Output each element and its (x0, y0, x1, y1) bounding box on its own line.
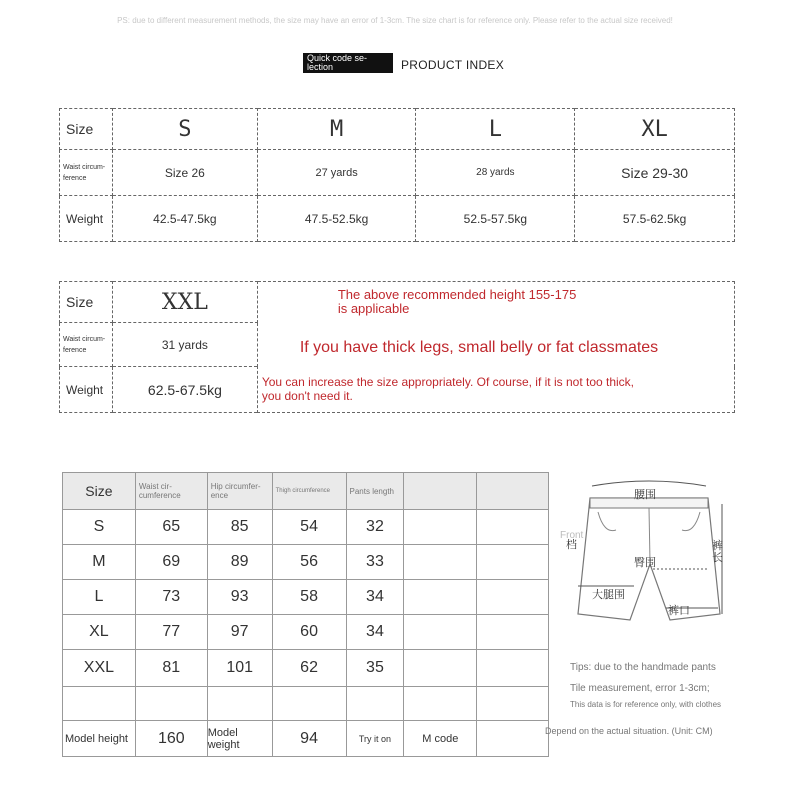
header-thigh: Thigh circumference (272, 473, 346, 510)
hem-diagram-label: 裤口 (668, 605, 690, 617)
header-empty-2 (477, 473, 549, 510)
weight-l: 52.5-57.5kg (416, 196, 575, 242)
row-length: 34 (346, 615, 404, 650)
row-size: L (63, 580, 136, 615)
tips-line-4: Depend on the actual situation. (Unit: CM) (545, 726, 713, 736)
row-waist: 73 (135, 580, 207, 615)
row-waist: 81 (135, 650, 207, 687)
row-size: XXL (63, 650, 136, 687)
waist-diagram-label: 腰围 (634, 489, 656, 501)
product-index-title: PRODUCT INDEX (401, 58, 505, 72)
weight-m: 47.5-52.5kg (257, 196, 416, 242)
model-weight-label: Model weight (207, 721, 272, 757)
size-s: S (112, 109, 257, 150)
waist-m: 27 yards (257, 150, 416, 196)
row-waist: 65 (135, 510, 207, 545)
size-label: Size (60, 282, 113, 323)
row-size: XL (63, 615, 136, 650)
tips-line-2: Tile measurement, error 1-3cm; (570, 683, 710, 694)
weight-label: Weight (60, 367, 113, 413)
empty-cell (272, 687, 346, 721)
model-height-value: 160 (135, 721, 207, 757)
thick-legs-text: If you have thick legs, small belly or fat classmates (299, 339, 659, 356)
model-height-label: Model height (63, 721, 136, 757)
row-hip: 85 (207, 510, 272, 545)
row-hip: 93 (207, 580, 272, 615)
waist-xl: Size 29-30 (575, 150, 735, 196)
row-thigh: 58 (272, 580, 346, 615)
recommended-height-line2: is applicable (337, 301, 410, 316)
empty-cell (63, 687, 136, 721)
tips-line-1: Tips: due to the handmade pants (570, 662, 716, 673)
length-diagram-label-1: 裤 (712, 540, 723, 552)
header-empty-1 (404, 473, 477, 510)
row-length: 33 (346, 545, 404, 580)
waist-xxl: 31 yards (112, 323, 257, 367)
empty-cell (404, 615, 477, 650)
waist-s: Size 26 (112, 150, 257, 196)
row-hip: 89 (207, 545, 272, 580)
row-thigh: 62 (272, 650, 346, 687)
tips-line-3: This data is for reference only, with clothes (570, 700, 722, 709)
recommended-height-line1: The above recommended height 155-175 (337, 287, 577, 302)
waist-l: 28 yards (416, 150, 575, 196)
empty-cell (404, 687, 477, 721)
header-size: Size (63, 473, 136, 510)
table-row (63, 510, 549, 545)
row-thigh: 60 (272, 615, 346, 650)
empty-cell (404, 545, 477, 580)
weight-label: Weight (60, 196, 113, 242)
empty-cell (477, 687, 549, 721)
row-hip: 97 (207, 615, 272, 650)
waist-label: Waist circum- ference (60, 150, 113, 196)
length-diagram-label-2: 长 (712, 552, 723, 564)
table-row (63, 650, 549, 687)
weight-s: 42.5-47.5kg (112, 196, 257, 242)
empty-cell (135, 687, 207, 721)
row-thigh: 54 (272, 510, 346, 545)
header-waist: Waist cir- cumference (135, 473, 207, 510)
size-m: M (257, 109, 416, 150)
try-on-label: Try it on (346, 721, 404, 757)
row-waist: 77 (135, 615, 207, 650)
size-xxl: XXL (112, 282, 257, 323)
increase-size-line2: you don't need it. (261, 389, 353, 403)
empty-cell (477, 510, 549, 545)
increase-size-line1: You can increase the size appropriately. Of course, if it is not too thick, (261, 375, 635, 389)
empty-cell (404, 580, 477, 615)
weight-xxl: 62.5-67.5kg (112, 367, 257, 413)
size-l: L (416, 109, 575, 150)
empty-cell (477, 545, 549, 580)
shorts-diagram (558, 474, 738, 634)
empty-cell (477, 580, 549, 615)
recommendation-cell (257, 282, 734, 413)
empty-cell (404, 510, 477, 545)
header-hip: Hip circumfer- ence (207, 473, 272, 510)
empty-cell (207, 687, 272, 721)
model-weight-value: 94 (272, 721, 346, 757)
size-label: Size (60, 109, 113, 150)
row-length: 35 (346, 650, 404, 687)
row-length: 34 (346, 580, 404, 615)
rise-diagram-label: 档 (566, 539, 577, 551)
m-code-label: M code (404, 721, 477, 757)
row-length: 32 (346, 510, 404, 545)
empty-cell (477, 650, 549, 687)
hip-diagram-label: 臀围 (634, 557, 656, 569)
empty-cell (477, 615, 549, 650)
measurement-note: PS: due to different measurement methods, the size may have an error of 1-3cm. The size chart is for reference only. Please refer to the actual size received! (117, 16, 673, 25)
empty-cell (404, 650, 477, 687)
weight-xl: 57.5-62.5kg (575, 196, 735, 242)
front-diagram-label: Front (560, 530, 584, 541)
measurement-grid (62, 472, 549, 757)
thigh-diagram-label: 大腿围 (592, 589, 625, 601)
table-row (63, 615, 549, 650)
quick-code-label: Quick code se- lection (303, 53, 393, 73)
size-table-xxl (59, 281, 735, 413)
empty-cell (477, 721, 549, 757)
row-size: S (63, 510, 136, 545)
table-row (63, 545, 549, 580)
row-thigh: 56 (272, 545, 346, 580)
size-xl: XL (575, 109, 735, 150)
empty-cell (346, 687, 404, 721)
size-table-main (59, 108, 735, 242)
waist-label: Waist circum- ference (60, 323, 113, 367)
row-size: M (63, 545, 136, 580)
table-row (63, 580, 549, 615)
header-length: Pants length (346, 473, 404, 510)
row-hip: 101 (207, 650, 272, 687)
row-waist: 69 (135, 545, 207, 580)
table-row (63, 687, 549, 721)
